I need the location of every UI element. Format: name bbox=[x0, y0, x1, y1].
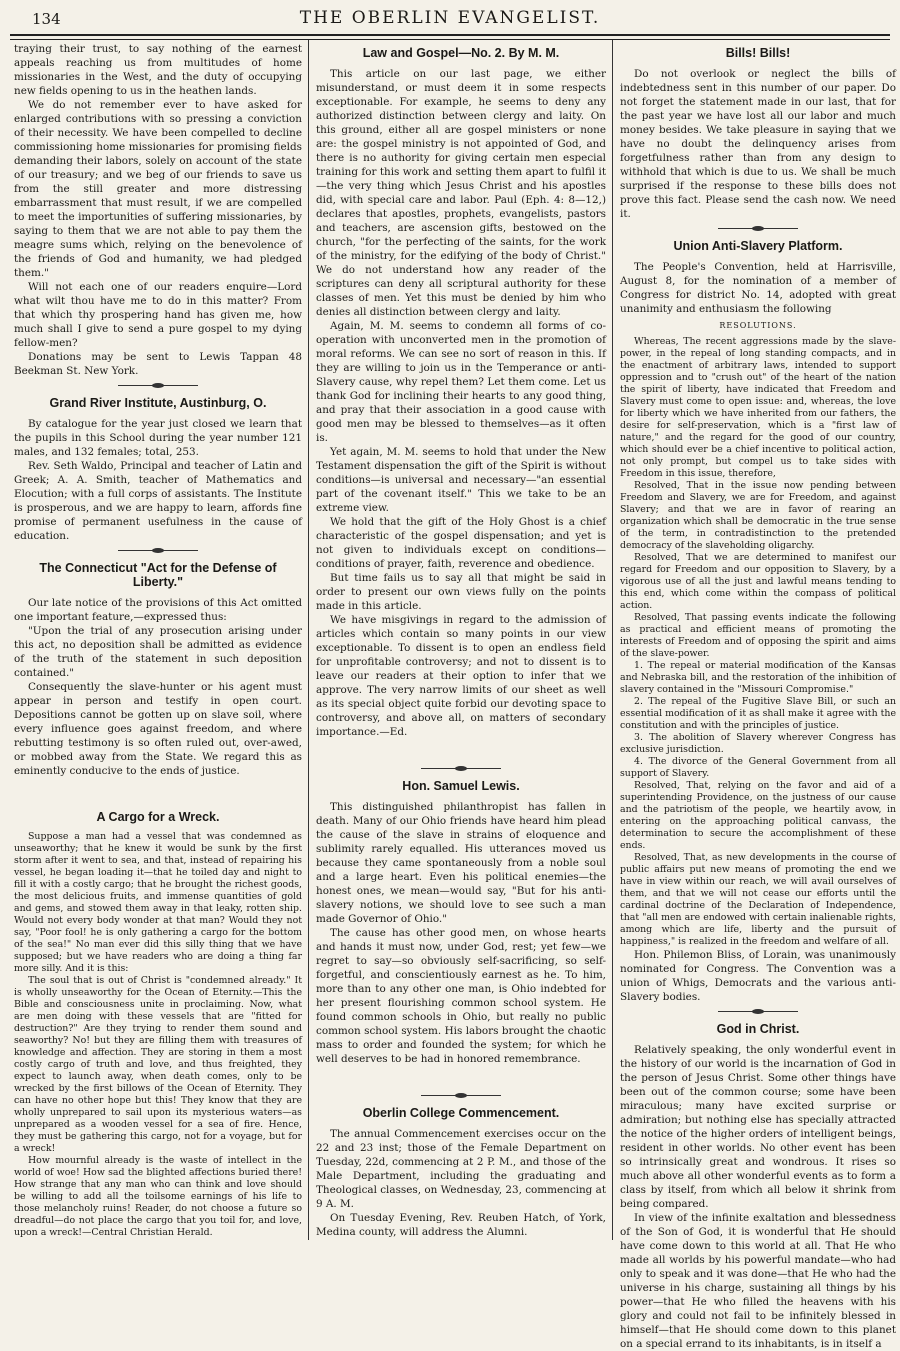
paragraph: "Upon the trial of any prosecution arising under this act, no deposition shall be admitted as evidence of the truth of the statement in such deposition contained." bbox=[14, 625, 302, 679]
paragraph: Relatively speaking, the only wonderful event in the history of our world is the incarnation of God in the person of Jesus Christ. Some other things have been out of the common course; some have been miraculous; many have excited surprise or admiration; but nothing else has specially attracted the notice of the higher orders of intelligent beings, resident in other worlds. No other event has been so intrinsically great and wondrous. It rises so much above all other wonderful events as to form a class by itself, from which all below it shrink from being compared. bbox=[620, 1044, 896, 1210]
paragraph: Suppose a man had a vessel that was condemned as unseaworthy; that he knew it would be sunk by the first storm after it went to sea, and that, instead of repairing his vessel, he began loading it—that he toiled day and night to fill it with a costly cargo; that he brought the richest goods, the most delicious fruits, and immense quantities of gold and gems, and stowed them away in that leaky, rotten ship. Would not every body wonder at that man? Would they not say, "Poor fool! he is only gathering a cargo for the bottom of the sea!" No man ever did this silly thing that we have supposed; but we have readers who are doing a thing far more silly. And it is this: bbox=[14, 831, 302, 974]
header-rule bbox=[10, 34, 890, 40]
page-number: 134 bbox=[32, 10, 61, 28]
article-title: God in Christ. bbox=[716, 1022, 800, 1036]
article-title: Union Anti-Slavery Platform. bbox=[673, 239, 843, 253]
section-separator bbox=[118, 550, 198, 551]
section-separator bbox=[118, 385, 198, 386]
paragraph: 4. The divorce of the General Government from all support of Slavery. bbox=[620, 756, 896, 779]
article-title: Bills! Bills! bbox=[725, 46, 791, 60]
paragraph: In view of the infinite exaltation and blessedness of the Son of God, it is wonderful that He should have come down to this world at all. That He who made all worlds by his powerful mandate—who had only to speak and it was done—that He who had the universe in his charge, sustaining all things by his power—that He who filled the heavens with his glory and could not fail to be infinitely blessed in himself—that He should come down to this planet on a special errand to its inhabitants, is in itself a bbox=[620, 1212, 896, 1350]
section-separator bbox=[421, 1095, 501, 1096]
column-2 bbox=[316, 42, 606, 1238]
paragraph: 1. The repeal or material modification of the Kansas and Nebraska bill, and the restoration of the inhibition of slavery contained in the "Missouri Compromise." bbox=[620, 660, 896, 695]
paragraph: Yet again, M. M. seems to hold that under the New Testament dispensation the gift of the Spirit is without conditions—is universal and necessary—"an essential part of the covenant itself." This we take to be an extreme view. bbox=[316, 446, 606, 514]
paragraph: This article on our last page, we either misunderstand, or must deem it in some respects exceptionable. For example, he seems to deny any authorized distinction between clergy and laity. On this ground, either all are gospel ministers or none are: the gospel ministry is not appointed of God, and there is no authority for giving certain men especial training for this work and setting them apart to fulfil it—the very thing which Jesus Christ and his apostles did, with special care and labor. Paul (Eph. 4: 8—12,) declares that apostles, prophets, evangelists, pastors and teachers, are ascension gifts, bestowed on the church, "for the perfecting of the saints, for the work of the ministry, for the edifying of the body of Christ." We do not understand how any reader of the scriptures can deny all scriptural authority for these classes of men. Yet this must be denied by him who denies all distinction between clergy and laity. bbox=[316, 68, 606, 318]
column-divider bbox=[308, 40, 309, 1240]
section-separator bbox=[718, 228, 798, 229]
article-title: A Cargo for a Wreck. bbox=[96, 810, 220, 824]
column-3 bbox=[620, 42, 896, 1350]
paragraph: traying their trust, to say nothing of the earnest appeals reaching us from multitudes of home missionaries in the West, and the duty of occupying new fields opening to us in the heathen lands. bbox=[14, 43, 302, 97]
paragraph: We do not remember ever to have asked for enlarged contributions with so pressing a conviction of their necessity. We have been compelled to decline commissioning home missionaries for promising fields demanding their labors, solely on account of the state of our treasury; and we beg of our friends to save us from the still greater and more distressing embarrassment that must result, if we are compelled to meet the importunities of suffering missionaries, by saying to them that we are not able to pay them the meagre sums which, relying on the benevolence of the friends of God and humanity, we had pledged them." bbox=[14, 99, 302, 279]
article-title: Law and Gospel—No. 2. By M. M. bbox=[362, 46, 560, 60]
paragraph: This distinguished philanthropist has fallen in death. Many of our Ohio friends have heard him plead the cause of the slave in strains of eloquence and sublimity rarely equalled. His utterances moved us because they came spontaneously from a noble soul and a large heart. Even his political enemies—the honest ones, we mean—would say, "But for his anti-slavery notions, we should love to see such a man made Governor of Ohio." bbox=[316, 801, 606, 925]
column-1 bbox=[14, 42, 302, 1238]
paragraph: Whereas, The recent aggressions made by the slave-power, in the repeal of long standing compacts, and in the enactment of arbitrary laws, intended to support oppression and to "crush out" of the heart of the nation the spirit of liberty, have indicated that Freedom and Slavery must come to open issue: and, whereas, the love for liberty which we have inherited from our fathers, the desire for self-preservation, which is a "first law of nature," and the regard for the good of our country, which should ever be a chief incentive to political action, not only prompt, but compel us to take sides with Freedom in this issue, therefore, bbox=[620, 336, 896, 479]
paragraph: Rev. Seth Waldo, Principal and teacher of Latin and Greek; A. A. Smith, teacher of Mathematics and Elocution; with a full corps of assistants. The Institute is prosperous, and we are happy to learn, affords fine promise of permanent usefulness in the cause of education. bbox=[14, 460, 302, 542]
page-header bbox=[0, 0, 900, 40]
paragraph: On Tuesday Evening, Rev. Reuben Hatch, of York, Medina county, will address the Alumni. bbox=[316, 1212, 606, 1238]
paragraph: The soul that is out of Christ is "condemned already." It is wholly unseaworthy for the Ocean of Eternity.—This the Bible and consciousness unite in proclaiming. Now, what are men doing with these vessels that are "fitted for destruction?" Are they trying to render them sound and seaworthy? No! but they are filling them with treasures of knowledge and affection. They are storing in them a most costly cargo of truth and love, and thus freighted, they expect to launch away, when death comes, only to be wrecked by the first billows of the Ocean of Eternity. They can have no other hope but this! They know that they are wholly unprepared to sail upon its mysterious waters—as unprepared as a wooden vessel for a sea of fire. Hence, they must be gathering this cargo, not for a voyage, but for a wreck! bbox=[14, 975, 302, 1154]
paragraph: But time fails us to say all that might be said in order to present our own views fully on the points made in this article. bbox=[316, 572, 606, 612]
paragraph: Do not overlook or neglect the bills of indebtedness sent in this number of our paper. Do not forget the statement made in our last, that for the past year we have lost all our labor and much money besides. We take pleasure in saying that we have no doubt the delinquency arises from forgetfulness rather than from any design to withhold that which is due to us. We shall be much surprised if the response to these bills does not prove this fact. Please send the cash now. We need it. bbox=[620, 68, 896, 220]
paragraph: Will not each one of our readers enquire—Lord what wilt thou have me to do in this matter? From that which thy prospering hand has given me, how much shall I give to send a pure gospel to my dying fellow-men? bbox=[14, 281, 302, 349]
resolutions-label: RESOLUTIONS. bbox=[719, 321, 797, 330]
paragraph: Resolved, That in the issue now pending between Freedom and Slavery, we are for Freedom, and against Slavery; and that we are in favor of rearing an organization which shall be democratic in the true sense of the term, in contradistinction to the pretended democracy of the slaveholding oligarchy. bbox=[620, 480, 896, 551]
paragraph: Resolved, That passing events indicate the following as practical and efficient means of promoting the interests of Freedom and of opposing the spirit and aims of the slave-power. bbox=[620, 612, 896, 659]
masthead-title: THE OBERLIN EVANGELIST. bbox=[299, 8, 601, 28]
paragraph: Donations may be sent to Lewis Tappan 48 Beekman St. New York. bbox=[14, 351, 302, 377]
column-divider bbox=[612, 40, 613, 1240]
article-title: Grand River Institute, Austinburg, O. bbox=[49, 396, 267, 410]
paragraph: Our late notice of the provisions of this Act omitted one important feature,—expressed thus: bbox=[14, 597, 302, 623]
paragraph: Resolved, That, as new developments in the course of public affairs put new means of promoting the end we have in view within our reach, we will avail ourselves of them, and that we will not cease our efforts until the cardinal doctrine of the Declaration of Independence, that "all men are endowed with certain inalienable rights, among which are life, liberty and the pursuit of happiness," is realized in the freedom and welfare of all. bbox=[620, 852, 896, 947]
paragraph: The People's Convention, held at Harrisville, August 8, for the nomination of a member of Congress for district No. 14, adopted with great unanimity and enthusiasm the following bbox=[620, 261, 896, 315]
paragraph: Again, M. M. seems to condemn all forms of co-operation with unconverted men in the promotion of moral reforms. We can see no sort of reason in this. If they are willing to join us in the Temperance or anti-Slavery cause, why repel them? Let them come. Let us thank God for inclining their hearts to any good thing, and pray that their association in a good cause with good men may be blessed to themselves—as it often is. bbox=[316, 320, 606, 444]
paragraph: How mournful already is the waste of intellect in the world of woe! How sad the blighted affections buried there! How strange that any man who can think and love should be willing to add all the toilsome earnings of his life to those melancholy ruins! Reader, do not choose a future so dreadful—do not place the cargo that you toil for, and love, upon a wreck!—Central Christian Herald. bbox=[14, 1155, 302, 1238]
section-separator bbox=[718, 1011, 798, 1012]
paragraph: We hold that the gift of the Holy Ghost is a chief characteristic of the gospel dispensation; and yet is not given to individuals except on conditions—conditions of prayer, faith, reverence and obedience. bbox=[316, 516, 606, 570]
paragraph: Hon. Philemon Bliss, of Lorain, was unanimously nominated for Congress. The Convention was a union of Whigs, Democrats and the various anti-Slavery bodies. bbox=[620, 949, 896, 1003]
paragraph: 2. The repeal of the Fugitive Slave Bill, or such an essential modification of it as shall make it agree with the constitution and with the principles of justice. bbox=[620, 696, 896, 731]
paragraph: By catalogue for the year just closed we learn that the pupils in this School during the year number 121 males, and 132 females; total, 253. bbox=[14, 418, 302, 458]
article-title: Oberlin College Commencement. bbox=[362, 1106, 560, 1120]
paragraph: Resolved, That we are determined to manifest our regard for Freedom and our opposition to Slavery, by a vigorous use of all the just and lawful means tending to this end, which come within the compass of political action. bbox=[620, 552, 896, 611]
paragraph: Consequently the slave-hunter or his agent must appear in person and testify in open court. Depositions cannot be gotten up on slave soil, where every influence goes against freedom, and where rebutting testimony is so often ruled out, over-awed, or mobbed away from the State. We regard this as eminently conducive to the ends of justice. bbox=[14, 681, 302, 777]
paragraph: 3. The abolition of Slavery wherever Congress has exclusive jurisdiction. bbox=[620, 732, 896, 755]
paragraph: The cause has other good men, on whose hearts and hands it must now, under God, rest; yet few—we regret to say—so obviously self-sacrificing, so self-forgetful, and conscientiously earnest as he. To him, more than to any other one man, is Ohio indebted for her present flourishing common school system. He found common schools in Ohio, but really no public common school system. His labors brought the chaotic mass to order and founded the system; for which he well deserves to be had in honored remembrance. bbox=[316, 927, 606, 1065]
section-separator bbox=[421, 768, 501, 769]
article-title: Hon. Samuel Lewis. bbox=[402, 779, 520, 793]
article-title: The Connecticut "Act for the Defense of Liberty." bbox=[39, 561, 277, 589]
paragraph: The annual Commencement exercises occur on the 22 and 23 inst; those of the Female Department on Tuesday, 22d, commencing at 2 P. M., and those of the Male Department, including the graduating and Theological classes, on Wednesday, 23, commencing at 9 A. M. bbox=[316, 1128, 606, 1210]
paragraph: Resolved, That, relying on the favor and aid of a superintending Providence, on the justness of our cause and the patriotism of the people, we heartily avow, in entering on the approaching political canvass, the determination to secure the accomplishment of these ends. bbox=[620, 780, 896, 851]
paragraph: We have misgivings in regard to the admission of articles which contain so many points in our view exceptionable. To dissent is to open an endless field for unprofitable controversy; and not to dissent is to leave our readers at their option to infer that we approve. The very narrow limits of our sheet as well as its special object quite forbid our devoting space to controversy, and above all, on matters of secondary importance.—Ed. bbox=[316, 614, 606, 738]
